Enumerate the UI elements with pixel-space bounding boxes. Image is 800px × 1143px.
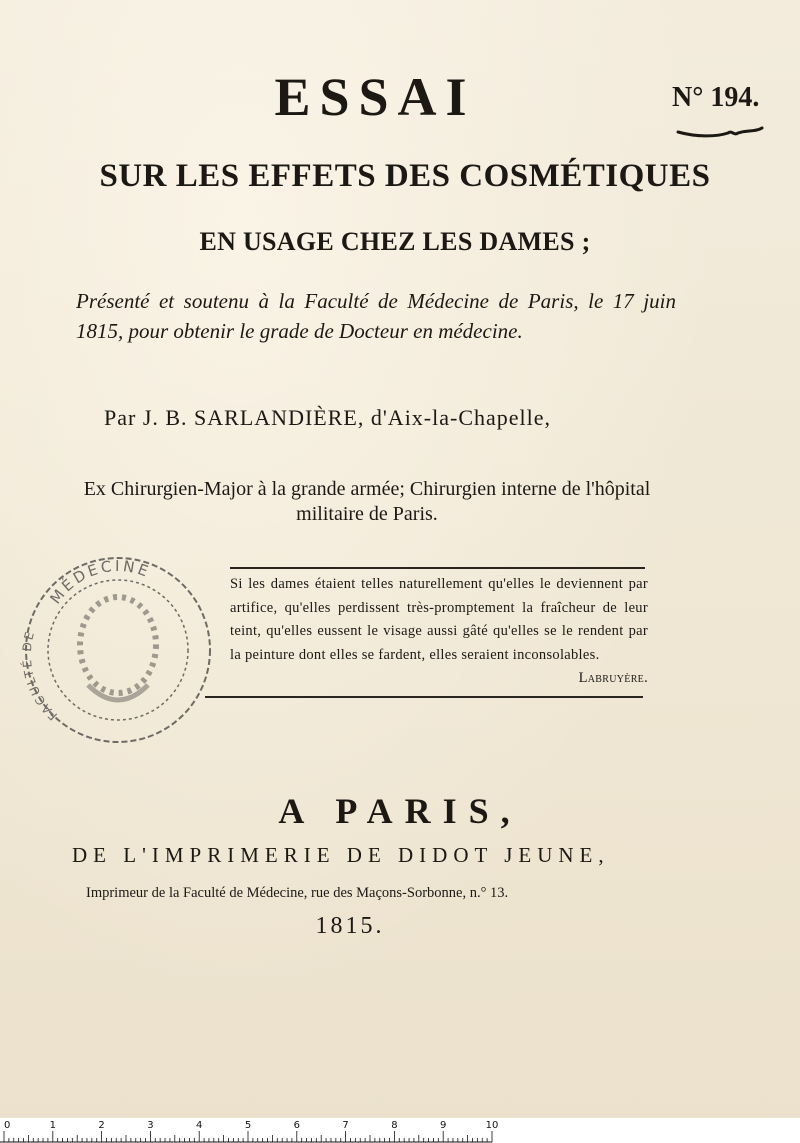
presentation-statement: Présenté et soutenu à la Faculté de Médecine de Paris, le 17 juin 1815, pour obtenir le grade de Docteur en médecine. (76, 289, 676, 343)
ruler-label: 4 (196, 1120, 203, 1131)
epigraph-text: Si les dames étaient telles naturellement qu'elles le deviennent par artifice, qu'elles perdissent très-promptement la fraîcheur de leur teint, qu'elles eussent le visage aussi gâté qu'elles se le rendent par la peinture dont elles se fardent, elles seraient inconsolables. (230, 576, 648, 663)
subtitle-line1: SUR LES EFFETS DES COSMÉTIQUES (99, 158, 711, 194)
author-titles: Ex Chirurgien-Major à la grande armée; Chirurgien interne de l'hôpital militaire de Paris. (83, 478, 651, 525)
catalog-number: N° 194. (672, 82, 760, 113)
ruler-label: 10 (485, 1120, 499, 1131)
imprint-printer: DE L'IMPRIMERIE DE DIDOT JEUNE, (72, 843, 610, 867)
epigraph-rule-top (230, 567, 645, 569)
svg-text:FACULTÉ DE (19, 629, 60, 723)
epigraph (230, 573, 648, 691)
ruler-label: 9 (440, 1120, 447, 1131)
ruler-label: 7 (342, 1120, 349, 1131)
ruler-label: 2 (98, 1120, 105, 1131)
scale-ruler (0, 1118, 800, 1143)
epigraph-author: Labruyère. (578, 670, 648, 686)
ruler-label: 6 (293, 1120, 300, 1131)
flourish-icon (676, 124, 766, 140)
imprint-year: 1815. (315, 913, 385, 939)
epigraph-rule-bottom (205, 696, 643, 698)
stamp-text-side: FACULTÉ DE (19, 628, 61, 724)
ruler-label: 3 (147, 1120, 154, 1131)
document-title: ESSAI (274, 67, 476, 127)
ruler-label: 0 (4, 1120, 11, 1131)
author-line: Par J. B. SARLANDIÈRE, d'Aix-la-Chapelle, (104, 405, 552, 430)
ruler-label: 8 (391, 1120, 398, 1131)
subtitle-line2: EN USAGE CHEZ LES DAMES ; (199, 227, 591, 256)
imprint-city: A PARIS, (278, 791, 522, 831)
stamp-text-top: MÉDECINE (46, 556, 154, 608)
imprint-address: Imprimeur de la Faculté de Médecine, rue des Maçons-Sorbonne, n.° 13. (86, 885, 509, 901)
ruler-label: 5 (244, 1120, 252, 1131)
library-stamp-icon (18, 545, 218, 755)
ruler-label: 1 (49, 1120, 56, 1131)
